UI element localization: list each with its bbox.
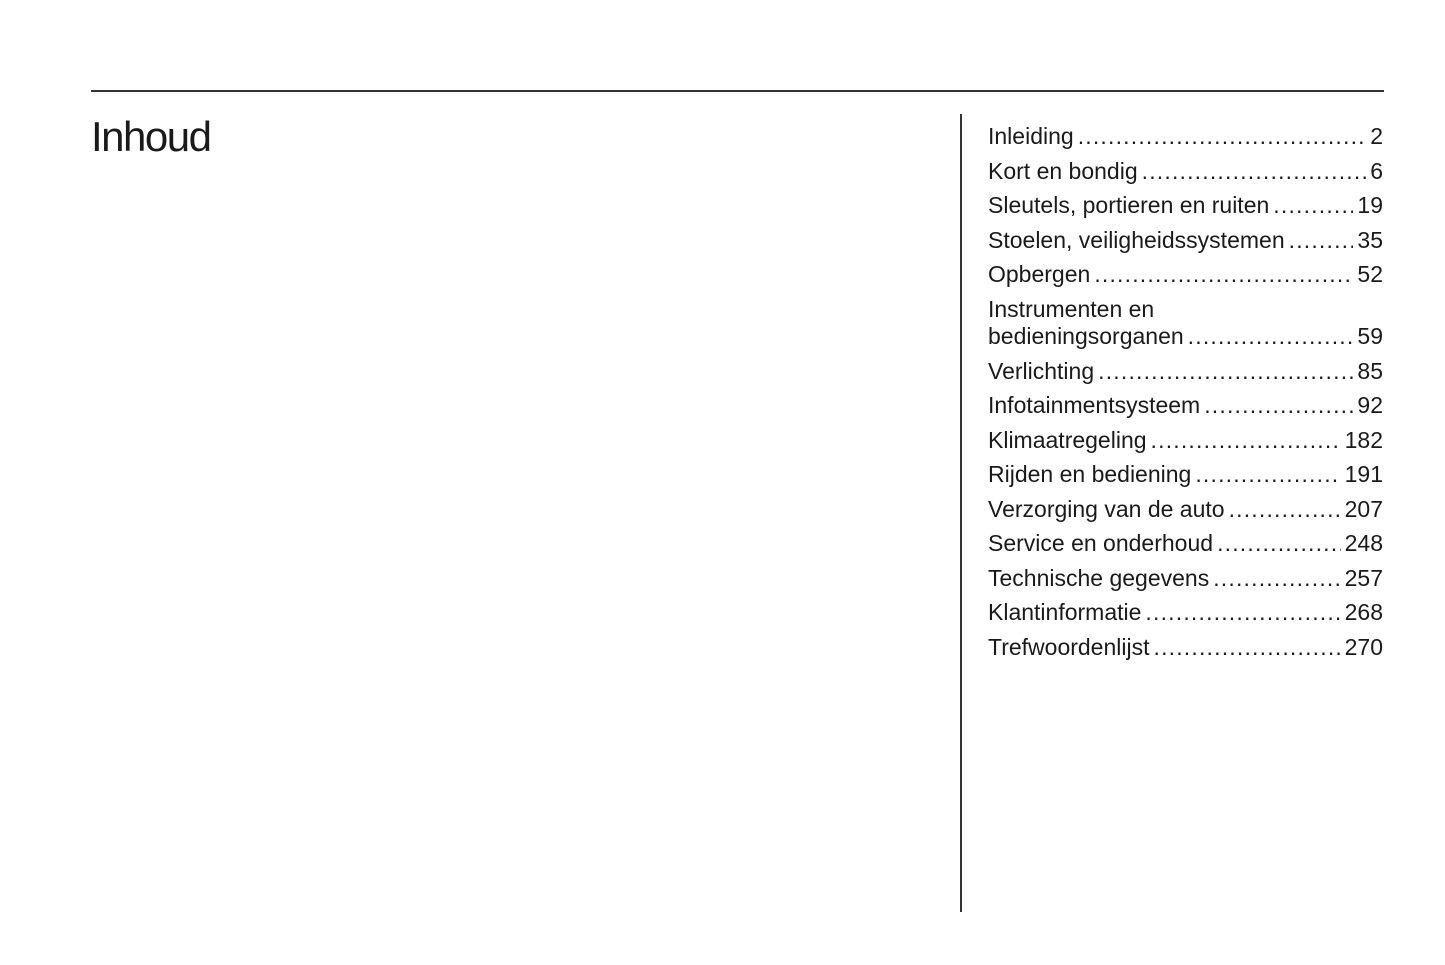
toc-page-number: 207	[1344, 495, 1383, 522]
table-of-contents	[988, 121, 1383, 666]
toc-entry-service[interactable]	[988, 528, 1383, 563]
toc-entry-verzorging[interactable]	[988, 494, 1383, 529]
toc-page-number: 191	[1344, 461, 1383, 487]
toc-label: Inleiding	[988, 123, 1074, 149]
toc-page-number: 248	[1344, 530, 1383, 556]
toc-leader-dots	[1188, 323, 1354, 350]
toc-page-number: 92	[1357, 392, 1383, 418]
toc-entry-technische-gegevens[interactable]	[988, 563, 1383, 598]
toc-label: Opbergen	[988, 261, 1091, 287]
toc-label: Klimaatregeling	[988, 426, 1147, 453]
toc-label: Technische gegevens	[988, 564, 1210, 591]
toc-leader-dots	[1078, 123, 1367, 150]
toc-label: Sleutels, portieren en ruiten	[988, 192, 1270, 218]
toc-leader-dots	[1195, 461, 1340, 488]
toc-leader-dots	[1204, 392, 1353, 419]
toc-page-number: 59	[1357, 322, 1383, 349]
toc-page-number: 19	[1357, 192, 1383, 218]
toc-entry-opbergen[interactable]	[988, 259, 1383, 294]
toc-leader-dots	[1145, 599, 1340, 626]
column-divider	[960, 114, 962, 912]
toc-leader-dots	[1151, 427, 1341, 454]
toc-page-number: 52	[1357, 261, 1383, 287]
toc-label: Kort en bondig	[988, 157, 1138, 184]
toc-label: Trefwoordenlijst	[988, 633, 1150, 660]
toc-page-number: 6	[1370, 157, 1383, 184]
toc-page-number: 2	[1370, 123, 1383, 149]
toc-leader-dots	[1094, 261, 1353, 288]
toc-entry-rijden[interactable]	[988, 459, 1383, 494]
page-title: Inhoud	[91, 113, 211, 160]
toc-leader-dots	[1229, 496, 1341, 523]
toc-entry-instrumenten[interactable]	[988, 294, 1383, 356]
toc-label: Infotainmentsysteem	[988, 392, 1201, 418]
toc-entry-kort-en-bondig[interactable]	[988, 156, 1383, 191]
toc-label: Verlichting	[988, 357, 1095, 384]
toc-entry-klimaatregeling[interactable]	[988, 425, 1383, 460]
toc-leader-dots	[1153, 634, 1340, 661]
header-rule	[91, 90, 1384, 92]
toc-page-number: 85	[1357, 357, 1383, 384]
toc-entry-sleutels[interactable]	[988, 190, 1383, 225]
toc-entry-stoelen[interactable]	[988, 225, 1383, 260]
toc-label: Instrumenten en bedieningsorganen	[988, 295, 1184, 349]
toc-entry-inleiding[interactable]	[988, 121, 1383, 156]
toc-entry-klantinformatie[interactable]	[988, 597, 1383, 632]
toc-leader-dots	[1273, 192, 1353, 219]
toc-label: Stoelen, veiligheidssystemen	[988, 226, 1285, 253]
toc-leader-dots	[1213, 565, 1340, 592]
toc-leader-dots	[1289, 227, 1354, 254]
toc-entry-infotainmentsysteem[interactable]	[988, 390, 1383, 425]
toc-label: Verzorging van de auto	[988, 495, 1225, 522]
toc-leader-dots	[1142, 158, 1367, 185]
toc-page-number: 270	[1344, 633, 1383, 660]
toc-entry-trefwoordenlijst[interactable]	[988, 632, 1383, 667]
toc-page-number: 268	[1344, 599, 1383, 625]
toc-label: Rijden en bediening	[988, 461, 1192, 487]
toc-entry-verlichting[interactable]	[988, 356, 1383, 391]
toc-page-number: 182	[1344, 426, 1383, 453]
toc-page-number: 257	[1344, 564, 1383, 591]
toc-page-number: 35	[1357, 226, 1383, 253]
toc-label: Klantinformatie	[988, 599, 1142, 625]
toc-label: Service en onderhoud	[988, 530, 1214, 556]
toc-leader-dots	[1098, 358, 1353, 385]
toc-leader-dots	[1217, 530, 1341, 557]
